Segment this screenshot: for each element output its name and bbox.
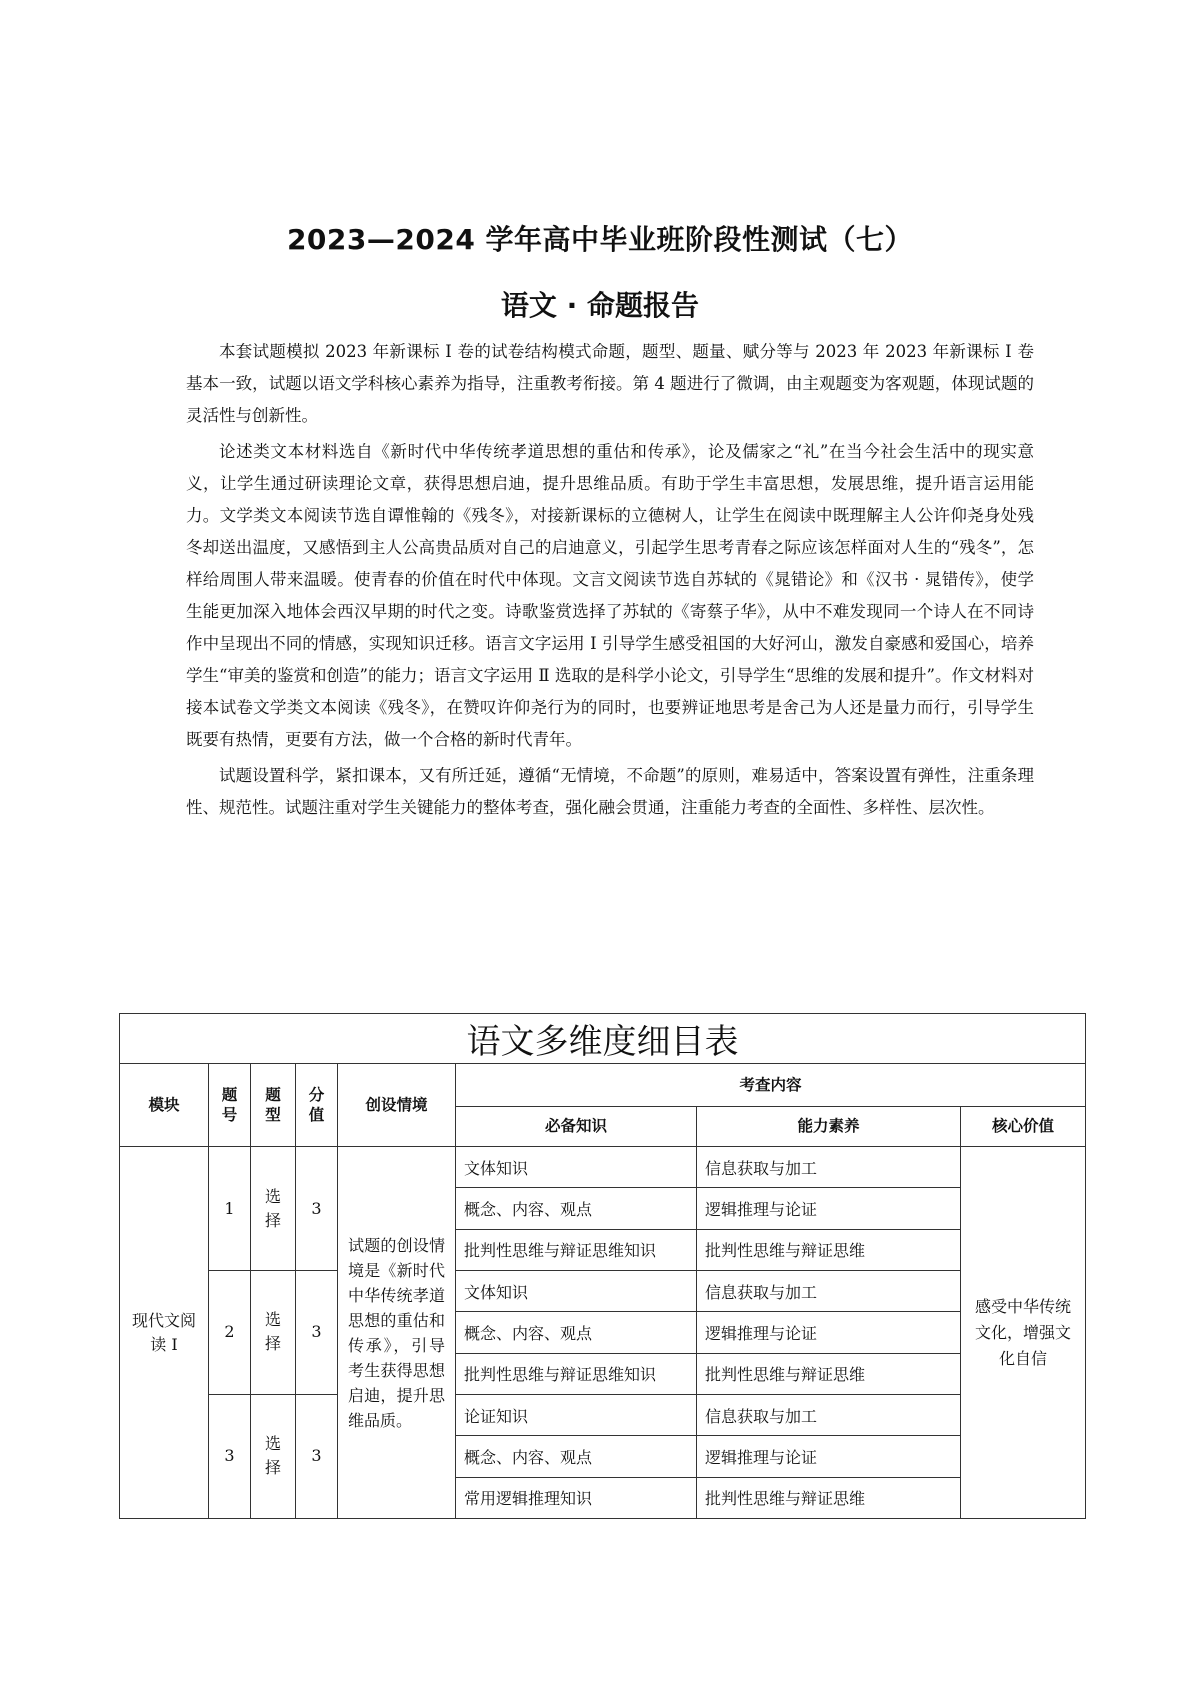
question-number: 2 (209, 1270, 251, 1394)
ability-cell: 批判性思维与辩证思维 (697, 1229, 961, 1270)
ability-cell: 逻辑推理与论证 (697, 1436, 961, 1477)
question-type: 选择 (251, 1270, 296, 1394)
question-score: 3 (296, 1394, 338, 1518)
knowledge-cell: 批判性思维与辩证思维知识 (456, 1353, 697, 1394)
core-value-cell: 感受中华传统文化，增强文化自信 (961, 1147, 1086, 1519)
table-row (120, 1270, 1086, 1311)
knowledge-cell: 概念、内容、观点 (456, 1312, 697, 1353)
table-title: 语文多维度细目表 (120, 1014, 1086, 1064)
knowledge-cell: 论证知识 (456, 1394, 697, 1435)
ability-cell: 逻辑推理与论证 (697, 1188, 961, 1229)
paragraph-1: 本套试题模拟 2023 年新课标 Ⅰ 卷的试卷结构模式命题，题型、题量、赋分等与 2023 年 2023 年新课标 Ⅰ 卷基本一致，试题以语文学科核心素养为指导，注重教考衔接。第 4 题进行了微调，由主观题变为客观题，体现试题的灵活性与创新性。 (186, 342, 1034, 425)
question-number: 3 (209, 1394, 251, 1518)
knowledge-cell: 批判性思维与辩证思维知识 (456, 1229, 697, 1270)
header-content: 考查内容 (456, 1064, 1086, 1106)
ability-cell: 信息获取与加工 (697, 1394, 961, 1435)
page-title: 2023—2024 学年高中毕业班阶段性测试（七） (286, 223, 914, 256)
knowledge-cell: 文体知识 (456, 1147, 697, 1188)
header-scenario: 创设情境 (338, 1064, 456, 1147)
question-type: 选择 (251, 1394, 296, 1518)
header-type: 题型 (251, 1064, 296, 1147)
question-number: 1 (209, 1147, 251, 1271)
header-ability: 能力素养 (697, 1106, 961, 1146)
scenario-cell: 试题的创设情境是《新时代中华传统孝道思想的重估和传承》，引导考生获得思想启迪，提升思维品质。 (338, 1147, 456, 1519)
ability-cell: 信息获取与加工 (697, 1147, 961, 1188)
header-value: 核心价值 (961, 1106, 1086, 1146)
ability-cell: 逻辑推理与论证 (697, 1312, 961, 1353)
page-subtitle: 语文 · 命题报告 (500, 289, 700, 322)
module-cell: 现代文阅读 I (120, 1147, 209, 1519)
question-score: 3 (296, 1147, 338, 1271)
header-number: 题号 (209, 1064, 251, 1147)
table-row (120, 1394, 1086, 1435)
paragraph-3: 试题设置科学，紧扣课本，又有所迁延，遵循“无情境，不命题”的原则，难易适中，答案设置有弹性，注重条理性、规范性。试题注重对学生关键能力的整体考查，强化融会贯通，注重能力考查的全面性、多样性、层次性。 (186, 766, 1034, 817)
knowledge-cell: 文体知识 (456, 1270, 697, 1311)
question-type: 选择 (251, 1147, 296, 1271)
knowledge-cell: 概念、内容、观点 (456, 1188, 697, 1229)
ability-cell: 批判性思维与辩证思维 (697, 1477, 961, 1518)
knowledge-cell: 概念、内容、观点 (456, 1436, 697, 1477)
paragraph-2: 论述类文本材料选自《新时代中华传统孝道思想的重估和传承》，论及儒家之“礼”在当今社会生活中的现实意义，让学生通过研读理论文章，获得思想启迪，提升思维品质。有助于学生丰富思想，发展思维，提升语言运用能力。文学类文本阅读节选自谭惟翰的《残冬》，对接新课标的立德树人，让学生在阅读中既理解主人公许仰尧身处残冬却送出温度，又感悟到主人公高贵品质对自己的启迪意义，引起学生思考青春之际应该怎样面对人生的“残冬”，怎样给周围人带来温暖。使青春的价值在时代中体现。文言文阅读节选自苏轼的《晁错论》和《汉书 · 晁错传》，使学生能更加深入地体会西汉早期的时代之变。诗歌鉴赏选择了苏轼的《寄蔡子华》，从中不难发现同一个诗人在不同诗作中呈现出不同的情感，实现知识迁移。语言文字运用 Ⅰ 引导学生感受祖国的大好河山，激发自豪感和爱国心，培养学生“审美的鉴赏和创造”的能力；语言文字运用 Ⅱ 选取的是科学小论文，引导学生“思维的发展和提升”。作文材料对接本试卷文学类文本阅读《残冬》，在赞叹许仰尧行为的同时，也要辨证地思考是舍己为人还是量力而行，引导学生既要有热情，更要有方法，做一个合格的新时代青年。 (186, 442, 1034, 749)
header-module: 模块 (120, 1064, 209, 1147)
table-row (120, 1147, 1086, 1188)
question-score: 3 (296, 1270, 338, 1394)
ability-cell: 批判性思维与辩证思维 (697, 1353, 961, 1394)
header-score: 分值 (296, 1064, 338, 1147)
spec-table (119, 1013, 1086, 1519)
header-knowledge: 必备知识 (456, 1106, 697, 1146)
ability-cell: 信息获取与加工 (697, 1270, 961, 1311)
knowledge-cell: 常用逻辑推理知识 (456, 1477, 697, 1518)
report-body (186, 336, 1034, 828)
